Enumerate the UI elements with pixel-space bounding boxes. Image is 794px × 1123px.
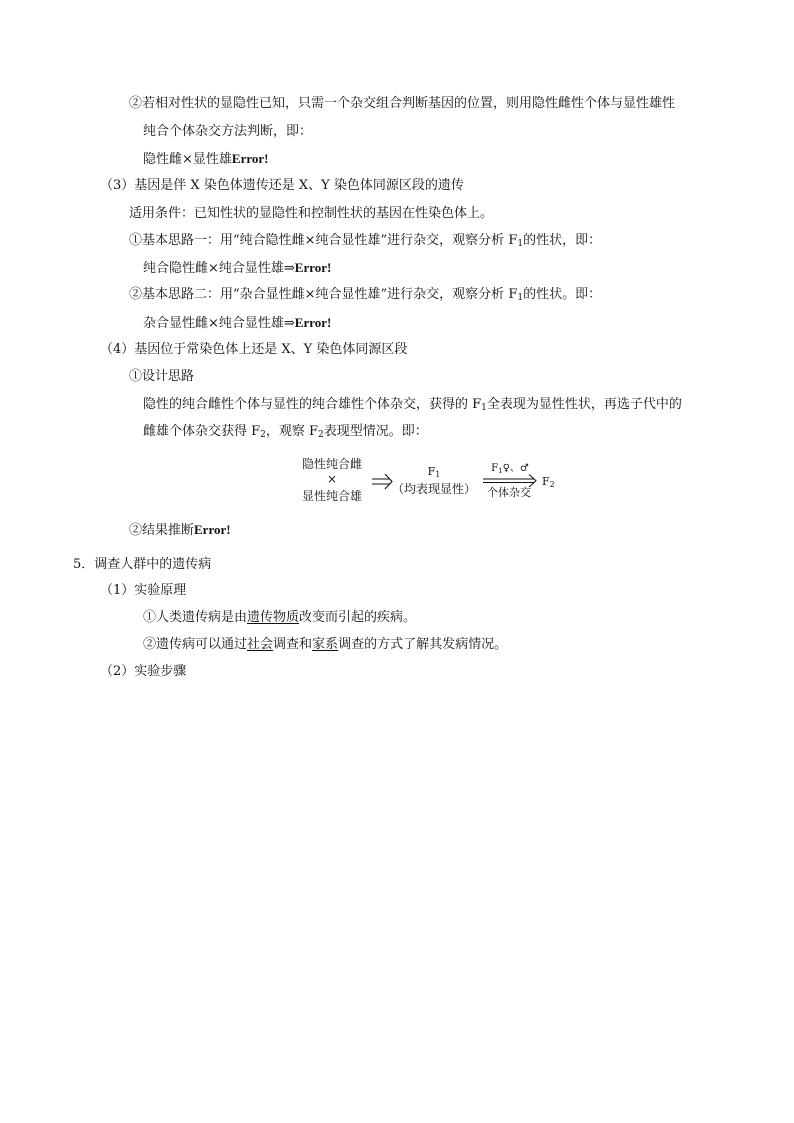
section-heading: 5．调查人群中的遗传病 [73, 557, 212, 572]
bottom-label: 个体杂交 [487, 486, 531, 499]
text-span: 杂合显性雌×纯合显性雄⇒ [143, 316, 295, 331]
text-span: ②基本思路二：用“杂合显性雌×纯合显性雄”进行杂交，观察分析 F [129, 287, 518, 302]
text-span: 调查的方式了解其发病情况。 [338, 637, 508, 652]
double-arrow-icon [372, 474, 392, 489]
section-heading: （3）基因是伴 X 染色体遗传还是 X、Y 染色体同源区段的遗传 [100, 178, 464, 193]
text-line [129, 286, 601, 304]
text-span: ①基本思路一：用“纯合隐性雌×纯合显性雄”进行杂交，观察分析 F [129, 233, 518, 248]
error-text: Error! [294, 260, 332, 275]
text-line [143, 636, 507, 654]
subscript: 2 [318, 430, 324, 440]
subscript: 2 [260, 430, 266, 440]
text-span: ②结果推断 [129, 523, 195, 538]
cross-symbol: × [326, 472, 338, 486]
text-span: 隐性的纯合雌性个体与显性的纯合雄性个体杂交，获得的 F [143, 397, 482, 412]
text-span: 的性状，即： [523, 233, 602, 248]
f1-note: （均表现显性） [391, 482, 477, 496]
male-label: 显性纯合雄 [301, 489, 363, 503]
underlined-term: 社会 [247, 637, 274, 652]
text-line: 纯合个体杂交方法判断，即： [143, 124, 313, 139]
text-line: 适用条件：已知性状的显隐性和控制性状的基因在性染色体上。 [129, 206, 494, 221]
underlined-term: 家系 [312, 637, 339, 652]
text-span: ，观察 F [265, 424, 319, 439]
text-span: ②遗传病可以通过 [143, 637, 248, 652]
text-span: ①人类遗传病是由 [143, 610, 248, 625]
f2-label: F2 [542, 475, 555, 489]
text-line [129, 232, 601, 250]
text-span: 全表现为显性性状，再选子代中的 [486, 397, 682, 412]
text-line: ②若相对性状的显隐性已知，只需一个杂交组合判断基因的位置，则用隐性雌性个体与显性雄性 [129, 96, 676, 111]
text-line [143, 609, 416, 627]
error-text: Error! [231, 151, 269, 166]
text-line [143, 423, 428, 441]
text-line [143, 259, 331, 278]
text-line [129, 521, 231, 540]
text-span: 改变而引起的疾病。 [299, 610, 417, 625]
f1-label: F1 [427, 465, 441, 479]
subscript: 1 [517, 239, 524, 249]
text-span: 隐性雌×显性雄 [143, 152, 232, 167]
section-heading: （4）基因位于常染色体上还是 X、Y 染色体同源区段 [100, 342, 408, 357]
section-heading: （2）实验步骤 [100, 664, 187, 679]
female-label: 隐性纯合雌 [301, 457, 363, 471]
text-line [143, 314, 331, 333]
text-span: 调查和 [273, 637, 313, 652]
text-line [143, 396, 682, 414]
text-span: 纯合隐性雌×纯合显性雄⇒ [143, 261, 295, 276]
text-span: 雌雄个体杂交获得 F [143, 424, 261, 439]
error-text: Error! [194, 522, 231, 537]
subscript: 1 [481, 403, 487, 413]
text-line: ①设计思路 [129, 369, 195, 384]
text-span: 的性状。即： [523, 287, 602, 302]
text-line [143, 150, 268, 169]
section-heading: （1）实验原理 [100, 583, 187, 598]
error-text: Error! [294, 315, 332, 330]
subscript: 1 [517, 293, 524, 303]
underlined-term: 遗传物质 [247, 610, 300, 625]
f1-cross-label: $F_1♀$、♂ [491, 463, 529, 475]
cross-diagram [290, 455, 560, 507]
text-span: 表现型情况。即： [323, 424, 428, 439]
